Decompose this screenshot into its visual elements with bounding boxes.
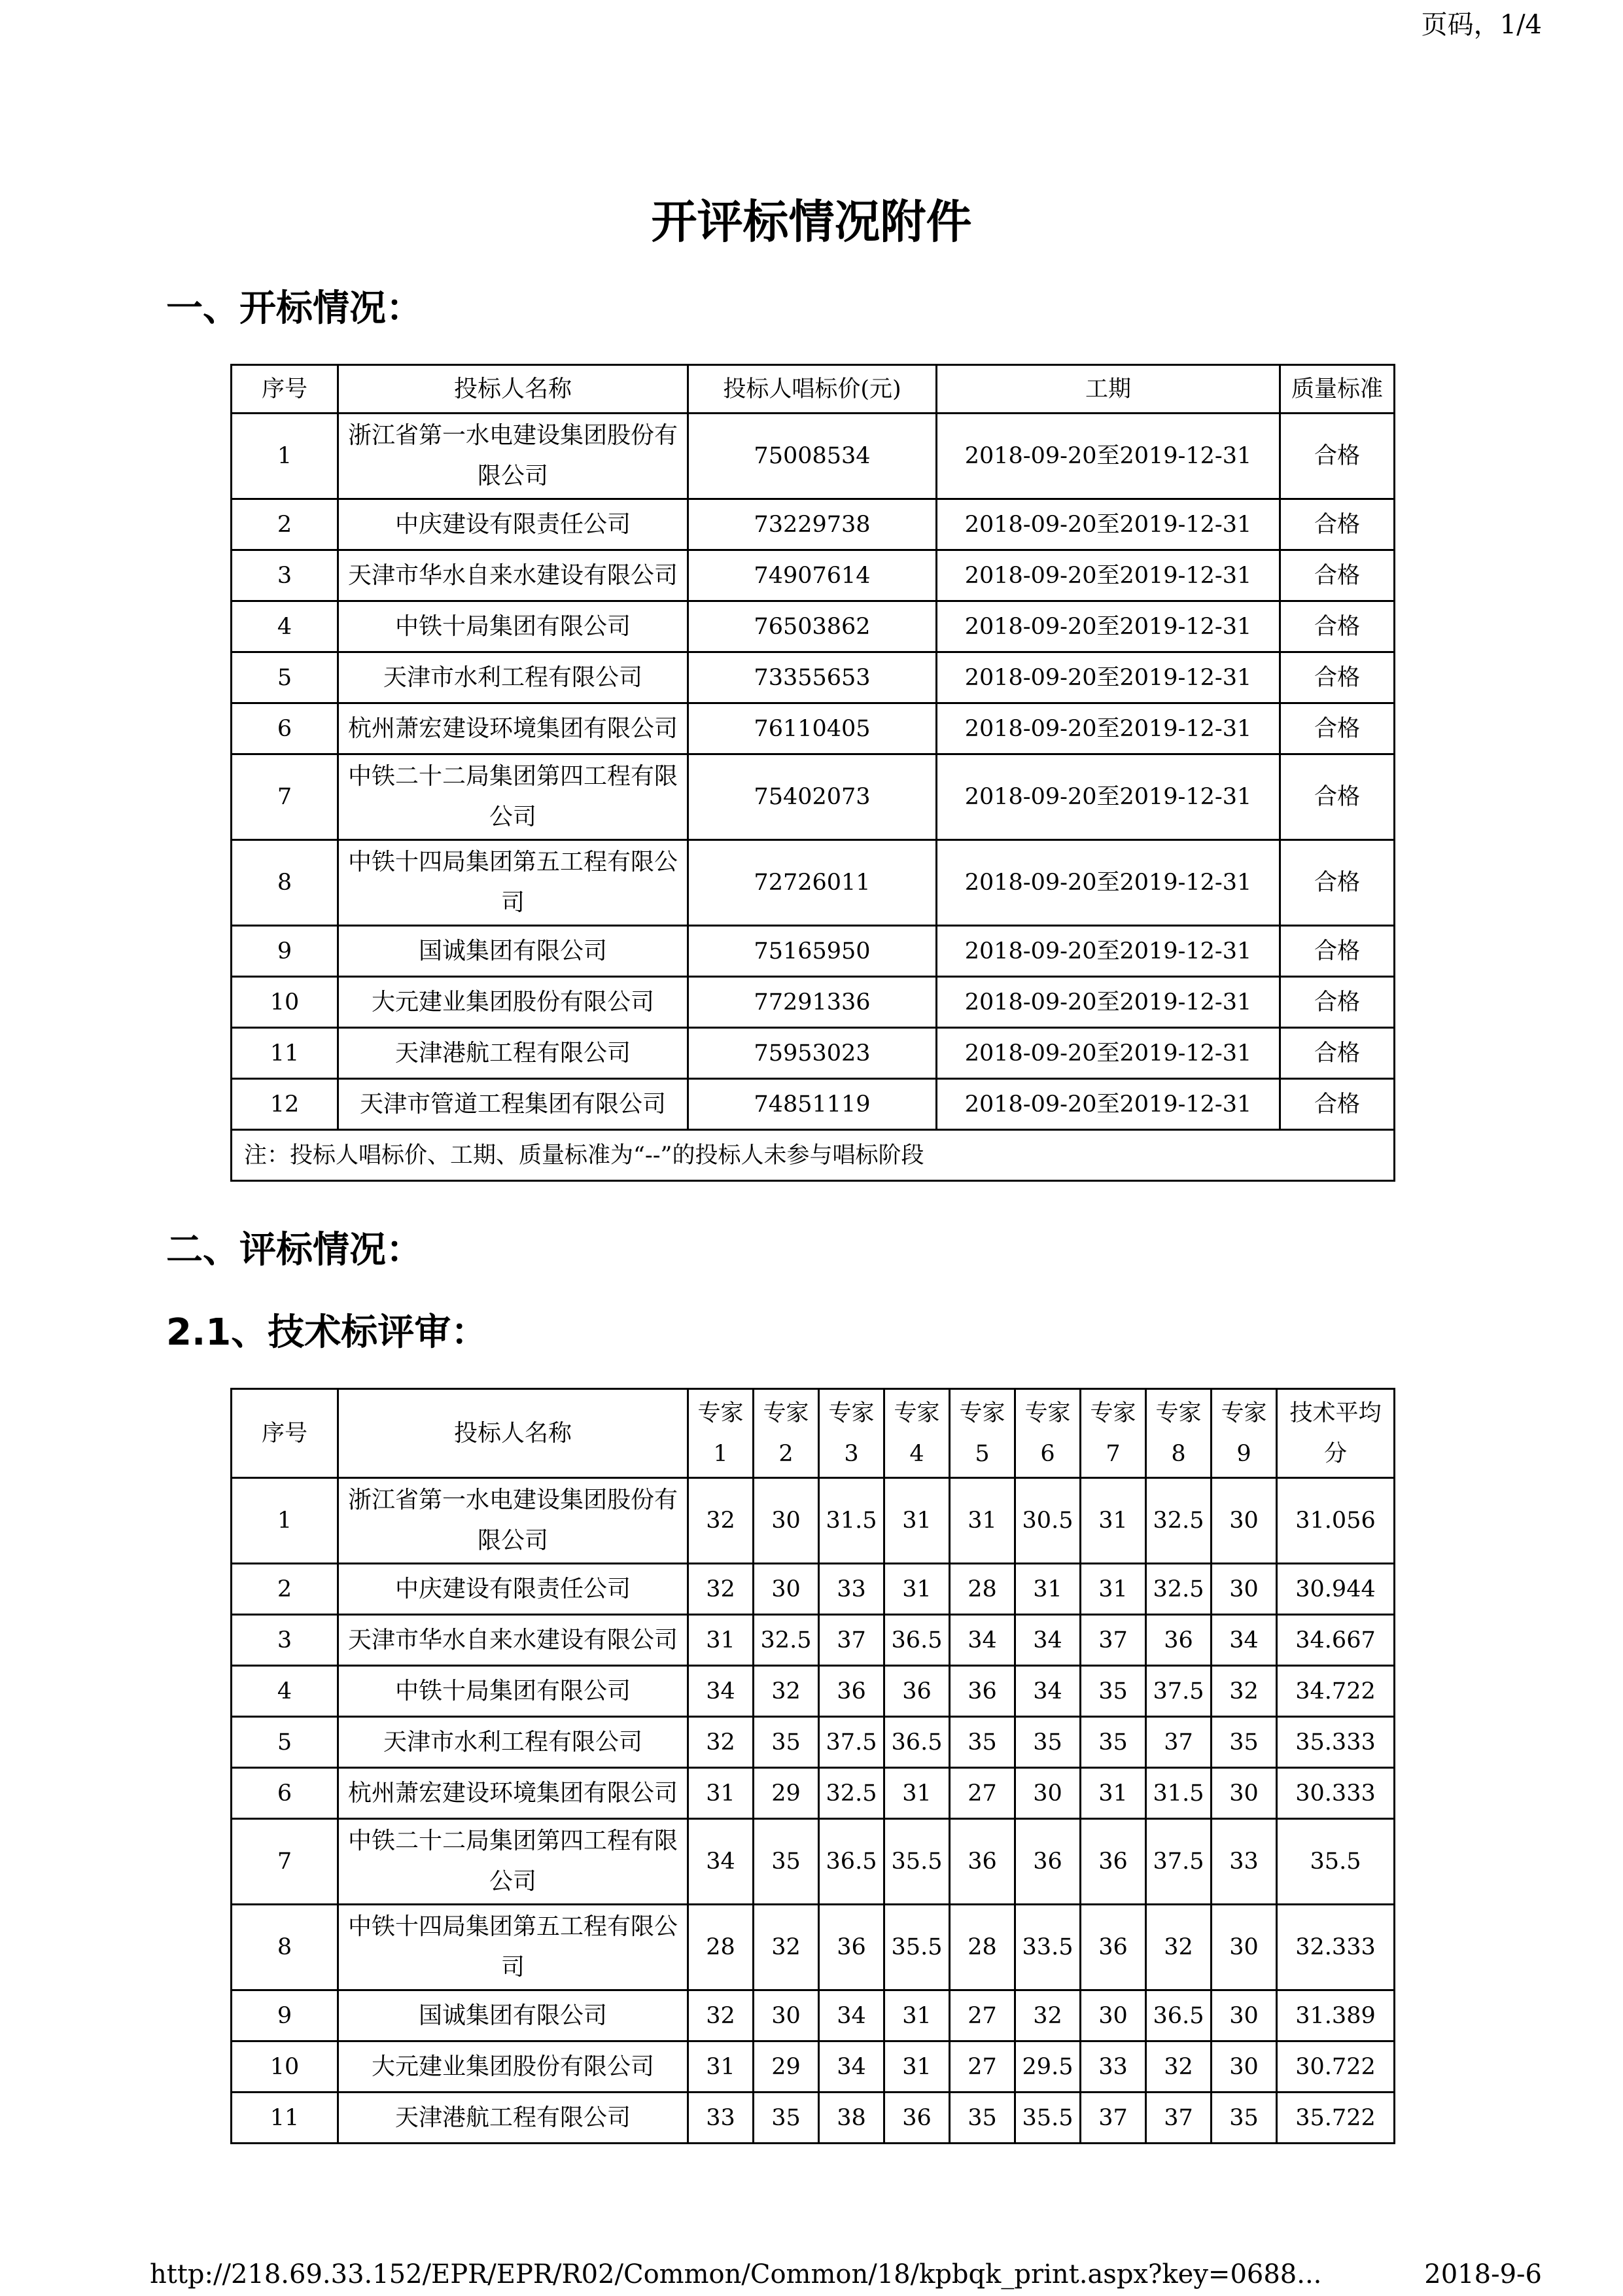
quality-standard: 合格	[1280, 1028, 1395, 1079]
expert-score: 31	[884, 1768, 950, 1819]
expert-score: 32	[688, 1478, 754, 1564]
expert-score: 37.5	[1146, 1819, 1212, 1905]
row-number: 10	[232, 2041, 338, 2093]
table-row	[232, 601, 1395, 652]
technical-average-score: 35.722	[1277, 2093, 1395, 2144]
bidder-name: 天津市华水自来水建设有限公司	[338, 1615, 688, 1666]
bidder-name: 中铁二十二局集团第四工程有限公司	[338, 754, 688, 840]
column-header-name: 投标人名称	[338, 1389, 688, 1478]
table-row	[232, 414, 1395, 499]
expert-score: 37	[1146, 2093, 1212, 2144]
expert-score: 32.5	[1146, 1478, 1212, 1564]
construction-period: 2018-09-20至2019-12-31	[937, 926, 1280, 977]
expert-score: 34	[688, 1666, 754, 1717]
bidder-name: 大元建业集团股份有限公司	[338, 977, 688, 1028]
expert-score: 28	[688, 1905, 754, 1990]
expert-score: 33	[1081, 2041, 1146, 2093]
table-row	[232, 499, 1395, 550]
expert-score: 28	[950, 1564, 1015, 1615]
expert-score: 38	[819, 2093, 884, 2144]
quality-standard: 合格	[1280, 601, 1395, 652]
expert-score: 34	[1212, 1615, 1277, 1666]
expert-score: 35	[754, 1717, 819, 1768]
row-number: 2	[232, 499, 338, 550]
table-row	[232, 977, 1395, 1028]
expert-score: 32	[1212, 1666, 1277, 1717]
bidder-name: 国诚集团有限公司	[338, 1990, 688, 2041]
bidder-name: 中铁十局集团有限公司	[338, 601, 688, 652]
expert-score: 37	[1081, 1615, 1146, 1666]
expert-score: 29.5	[1015, 2041, 1081, 2093]
table-row	[232, 1028, 1395, 1079]
table-row	[232, 652, 1395, 703]
expert-score: 30	[1212, 2041, 1277, 2093]
table-row	[232, 2093, 1395, 2144]
bidder-name: 天津市华水自来水建设有限公司	[338, 550, 688, 601]
expert-score: 31.5	[1146, 1768, 1212, 1819]
expert-score: 37.5	[819, 1717, 884, 1768]
quality-standard: 合格	[1280, 414, 1395, 499]
quality-standard: 合格	[1280, 550, 1395, 601]
quality-standard: 合格	[1280, 754, 1395, 840]
expert-score: 27	[950, 1768, 1015, 1819]
row-number: 7	[232, 1819, 338, 1905]
construction-period: 2018-09-20至2019-12-31	[937, 977, 1280, 1028]
expert-score: 34	[1015, 1666, 1081, 1717]
technical-average-score: 34.722	[1277, 1666, 1395, 1717]
expert-score: 30	[754, 1564, 819, 1615]
column-header-quality: 质量标准	[1280, 365, 1395, 414]
expert-score: 36.5	[1146, 1990, 1212, 2041]
expert-score: 27	[950, 2041, 1015, 2093]
quality-standard: 合格	[1280, 977, 1395, 1028]
section-heading-technical-review: 2.1、技术标评审：	[166, 1311, 488, 1354]
expert-score: 35	[1081, 1666, 1146, 1717]
expert-score: 30	[1212, 1768, 1277, 1819]
table-row	[232, 1819, 1395, 1905]
expert-score: 36.5	[819, 1819, 884, 1905]
expert-score: 33.5	[1015, 1905, 1081, 1990]
row-number: 3	[232, 550, 338, 601]
table-row	[232, 1905, 1395, 1990]
row-number: 4	[232, 1666, 338, 1717]
header-row	[232, 365, 1395, 414]
bid-price: 76503862	[688, 601, 937, 652]
row-number: 6	[232, 1768, 338, 1819]
expert-score: 37	[819, 1615, 884, 1666]
row-number: 6	[232, 703, 338, 754]
expert-score: 30	[1015, 1768, 1081, 1819]
note-row	[232, 1130, 1395, 1181]
row-number: 5	[232, 1717, 338, 1768]
bid-opening-table	[230, 364, 1395, 1182]
table-row	[232, 1478, 1395, 1564]
expert-score: 33	[819, 1564, 884, 1615]
bid-price: 75953023	[688, 1028, 937, 1079]
column-header-average: 技术平均分	[1277, 1389, 1395, 1478]
expert-score: 31	[884, 1478, 950, 1564]
expert-score: 35.5	[884, 1819, 950, 1905]
expert-score: 35	[754, 1819, 819, 1905]
expert-score: 29	[754, 1768, 819, 1819]
print-date: 2018-9-6	[1424, 2259, 1542, 2289]
table-note: 注：投标人唱标价、工期、质量标准为“--”的投标人未参与唱标阶段	[232, 1130, 1395, 1181]
technical-average-score: 30.333	[1277, 1768, 1395, 1819]
bidder-name: 浙江省第一水电建设集团股份有限公司	[338, 1478, 688, 1564]
row-number: 11	[232, 2093, 338, 2144]
expert-score: 31	[688, 2041, 754, 2093]
table-row	[232, 1717, 1395, 1768]
source-url: http://218.69.33.152/EPR/EPR/R02/Common/Common/18/kpbqk_print.aspx?key=0688...	[150, 2259, 1322, 2289]
expert-score: 31	[1081, 1478, 1146, 1564]
construction-period: 2018-09-20至2019-12-31	[937, 550, 1280, 601]
row-number: 10	[232, 977, 338, 1028]
expert-score: 37	[1081, 2093, 1146, 2144]
expert-score: 36	[1146, 1615, 1212, 1666]
column-header-expert-1: 专家1	[688, 1389, 754, 1478]
column-header-expert-2: 专家2	[754, 1389, 819, 1478]
bidder-name: 天津市水利工程有限公司	[338, 652, 688, 703]
expert-score: 31	[884, 1564, 950, 1615]
quality-standard: 合格	[1280, 703, 1395, 754]
bid-price: 73229738	[688, 499, 937, 550]
row-number: 8	[232, 840, 338, 926]
row-number: 5	[232, 652, 338, 703]
bidder-name: 国诚集团有限公司	[338, 926, 688, 977]
bid-price: 75008534	[688, 414, 937, 499]
expert-score: 34	[950, 1615, 1015, 1666]
construction-period: 2018-09-20至2019-12-31	[937, 601, 1280, 652]
expert-score: 32.5	[1146, 1564, 1212, 1615]
expert-score: 31	[950, 1478, 1015, 1564]
row-number: 9	[232, 926, 338, 977]
expert-score: 37	[1146, 1717, 1212, 1768]
column-header-expert-8: 专家8	[1146, 1389, 1212, 1478]
construction-period: 2018-09-20至2019-12-31	[937, 840, 1280, 926]
table-row	[232, 754, 1395, 840]
quality-standard: 合格	[1280, 1079, 1395, 1130]
bidder-name: 中铁十四局集团第五工程有限公司	[338, 1905, 688, 1990]
expert-score: 36	[1015, 1819, 1081, 1905]
expert-score: 35	[754, 2093, 819, 2144]
expert-score: 31	[884, 2041, 950, 2093]
expert-score: 32.5	[819, 1768, 884, 1819]
column-header-name: 投标人名称	[338, 365, 688, 414]
bidder-name: 中铁二十二局集团第四工程有限公司	[338, 1819, 688, 1905]
expert-score: 30	[1212, 1564, 1277, 1615]
technical-average-score: 35.5	[1277, 1819, 1395, 1905]
column-header-no: 序号	[232, 1389, 338, 1478]
expert-score: 37.5	[1146, 1666, 1212, 1717]
table-row	[232, 703, 1395, 754]
expert-score: 29	[754, 2041, 819, 2093]
column-header-expert-9: 专家9	[1212, 1389, 1277, 1478]
expert-score: 27	[950, 1990, 1015, 2041]
expert-score: 32	[1015, 1990, 1081, 2041]
quality-standard: 合格	[1280, 499, 1395, 550]
table-row	[232, 1666, 1395, 1717]
expert-score: 34	[819, 2041, 884, 2093]
expert-score: 35	[950, 2093, 1015, 2144]
expert-score: 32.5	[754, 1615, 819, 1666]
expert-score: 34	[688, 1819, 754, 1905]
bidder-name: 天津市水利工程有限公司	[338, 1717, 688, 1768]
expert-score: 33	[1212, 1819, 1277, 1905]
construction-period: 2018-09-20至2019-12-31	[937, 414, 1280, 499]
expert-score: 31	[688, 1768, 754, 1819]
expert-score: 32	[688, 1564, 754, 1615]
expert-score: 35.5	[884, 1905, 950, 1990]
expert-score: 35	[1015, 1717, 1081, 1768]
column-header-price: 投标人唱标价(元)	[688, 365, 937, 414]
table-row	[232, 1615, 1395, 1666]
expert-score: 30.5	[1015, 1478, 1081, 1564]
expert-score: 36	[884, 1666, 950, 1717]
bid-price: 77291336	[688, 977, 937, 1028]
section-heading-bid-opening: 一、开标情况：	[166, 287, 423, 330]
column-header-expert-5: 专家5	[950, 1389, 1015, 1478]
row-number: 9	[232, 1990, 338, 2041]
column-header-expert-3: 专家3	[819, 1389, 884, 1478]
bid-price: 76110405	[688, 703, 937, 754]
construction-period: 2018-09-20至2019-12-31	[937, 652, 1280, 703]
bidder-name: 杭州萧宏建设环境集团有限公司	[338, 1768, 688, 1819]
construction-period: 2018-09-20至2019-12-31	[937, 754, 1280, 840]
construction-period: 2018-09-20至2019-12-31	[937, 499, 1280, 550]
quality-standard: 合格	[1280, 926, 1395, 977]
expert-score: 35.5	[1015, 2093, 1081, 2144]
expert-score: 36	[1081, 1905, 1146, 1990]
expert-score: 36	[819, 1666, 884, 1717]
table-row	[232, 1768, 1395, 1819]
expert-score: 36	[950, 1666, 1015, 1717]
bidder-name: 天津港航工程有限公司	[338, 2093, 688, 2144]
expert-score: 35	[1081, 1717, 1146, 1768]
expert-score: 32	[754, 1905, 819, 1990]
technical-average-score: 31.056	[1277, 1478, 1395, 1564]
construction-period: 2018-09-20至2019-12-31	[937, 1028, 1280, 1079]
expert-score: 33	[688, 2093, 754, 2144]
column-header-expert-7: 专家7	[1081, 1389, 1146, 1478]
technical-average-score: 34.667	[1277, 1615, 1395, 1666]
technical-average-score: 30.944	[1277, 1564, 1395, 1615]
table-row	[232, 1990, 1395, 2041]
expert-score: 28	[950, 1905, 1015, 1990]
technical-average-score: 30.722	[1277, 2041, 1395, 2093]
expert-score: 36	[884, 2093, 950, 2144]
technical-score-table	[230, 1388, 1395, 2144]
technical-average-score: 35.333	[1277, 1717, 1395, 1768]
bid-price: 73355653	[688, 652, 937, 703]
expert-score: 32	[688, 1717, 754, 1768]
row-number: 12	[232, 1079, 338, 1130]
bidder-name: 浙江省第一水电建设集团股份有限公司	[338, 414, 688, 499]
row-number: 4	[232, 601, 338, 652]
bid-price: 74851119	[688, 1079, 937, 1130]
expert-score: 31	[1081, 1768, 1146, 1819]
bidder-name: 大元建业集团股份有限公司	[338, 2041, 688, 2093]
row-number: 3	[232, 1615, 338, 1666]
row-number: 8	[232, 1905, 338, 1990]
expert-score: 31.5	[819, 1478, 884, 1564]
row-number: 7	[232, 754, 338, 840]
bid-price: 72726011	[688, 840, 937, 926]
expert-score: 35	[950, 1717, 1015, 1768]
bidder-name: 中铁十四局集团第五工程有限公司	[338, 840, 688, 926]
table-row	[232, 550, 1395, 601]
row-number: 2	[232, 1564, 338, 1615]
technical-average-score: 31.389	[1277, 1990, 1395, 2041]
expert-score: 32	[754, 1666, 819, 1717]
table-row	[232, 926, 1395, 977]
expert-score: 32	[1146, 1905, 1212, 1990]
bidder-name: 天津市管道工程集团有限公司	[338, 1079, 688, 1130]
table-row	[232, 2041, 1395, 2093]
expert-score: 30	[1081, 1990, 1146, 2041]
table-row	[232, 1079, 1395, 1130]
expert-score: 32	[688, 1990, 754, 2041]
expert-score: 36.5	[884, 1717, 950, 1768]
expert-score: 31	[688, 1615, 754, 1666]
bid-price: 74907614	[688, 550, 937, 601]
bid-price: 75165950	[688, 926, 937, 977]
row-number: 11	[232, 1028, 338, 1079]
expert-score: 36	[950, 1819, 1015, 1905]
expert-score: 30	[1212, 1990, 1277, 2041]
quality-standard: 合格	[1280, 652, 1395, 703]
technical-average-score: 32.333	[1277, 1905, 1395, 1990]
row-number: 1	[232, 414, 338, 499]
expert-score: 36	[1081, 1819, 1146, 1905]
section-heading-evaluation: 二、评标情况：	[166, 1229, 423, 1271]
expert-score: 30	[754, 1478, 819, 1564]
bidder-name: 杭州萧宏建设环境集团有限公司	[338, 703, 688, 754]
bidder-name: 中庆建设有限责任公司	[338, 499, 688, 550]
bidder-name: 天津港航工程有限公司	[338, 1028, 688, 1079]
expert-score: 35	[1212, 1717, 1277, 1768]
expert-score: 36	[819, 1905, 884, 1990]
construction-period: 2018-09-20至2019-12-31	[937, 703, 1280, 754]
expert-score: 36.5	[884, 1615, 950, 1666]
expert-score: 32	[1146, 2041, 1212, 2093]
expert-score: 31	[884, 1990, 950, 2041]
bidder-name: 中庆建设有限责任公司	[338, 1564, 688, 1615]
column-header-period: 工期	[937, 365, 1280, 414]
expert-score: 30	[1212, 1478, 1277, 1564]
table-row	[232, 1564, 1395, 1615]
column-header-expert-6: 专家6	[1015, 1389, 1081, 1478]
column-header-expert-4: 专家4	[884, 1389, 950, 1478]
document-title: 开评标情况附件	[651, 195, 972, 249]
bid-price: 75402073	[688, 754, 937, 840]
expert-score: 34	[1015, 1615, 1081, 1666]
expert-score: 30	[754, 1990, 819, 2041]
expert-score: 35	[1212, 2093, 1277, 2144]
construction-period: 2018-09-20至2019-12-31	[937, 1079, 1280, 1130]
expert-score: 31	[1015, 1564, 1081, 1615]
expert-score: 34	[819, 1990, 884, 2041]
bidder-name: 中铁十局集团有限公司	[338, 1666, 688, 1717]
table-row	[232, 840, 1395, 926]
page-number: 页码，1/4	[1421, 10, 1542, 40]
quality-standard: 合格	[1280, 840, 1395, 926]
expert-score: 30	[1212, 1905, 1277, 1990]
column-header-no: 序号	[232, 365, 338, 414]
header-row	[232, 1389, 1395, 1478]
expert-score: 31	[1081, 1564, 1146, 1615]
row-number: 1	[232, 1478, 338, 1564]
